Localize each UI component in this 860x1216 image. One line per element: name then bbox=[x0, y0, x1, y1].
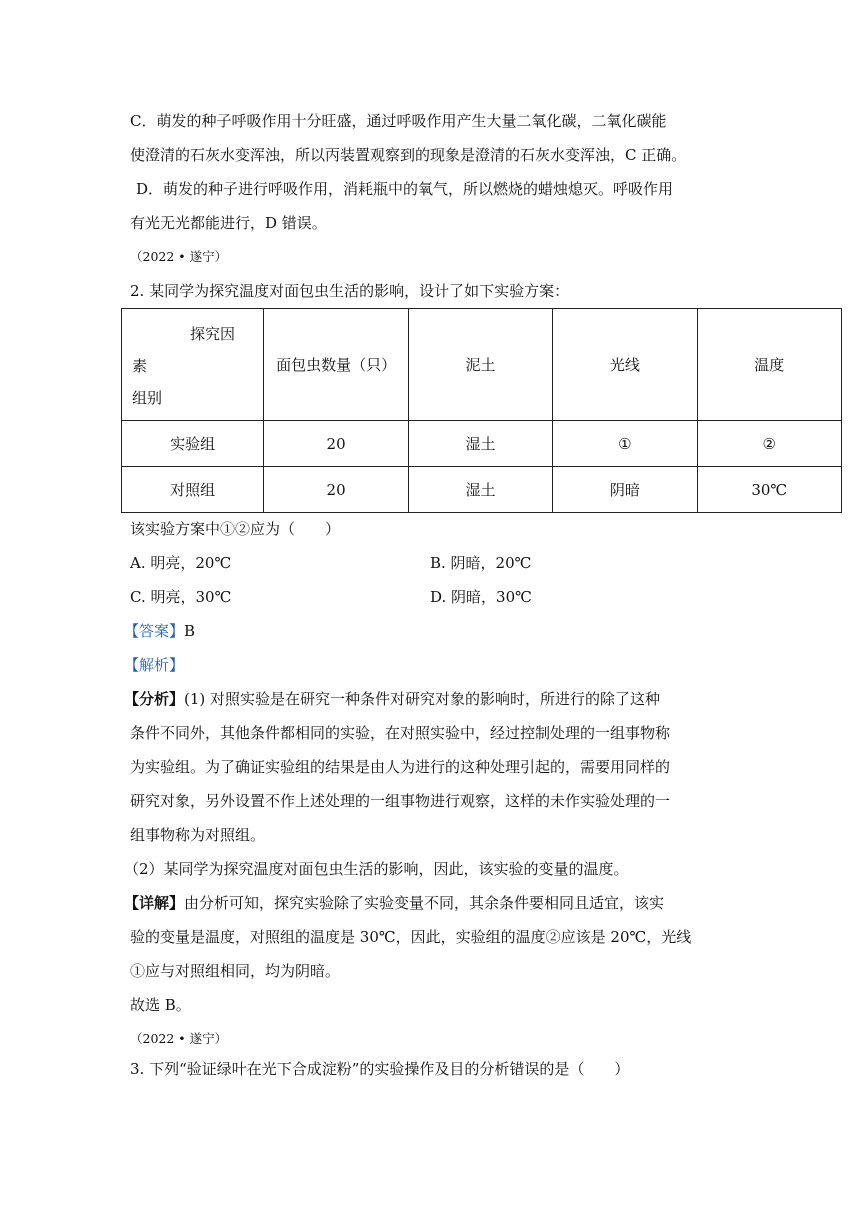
analysis-line: 条件不同外，其他条件都相同的实验，在对照实验中，经过控制处理的一组事物称 bbox=[130, 724, 671, 742]
answer-value: B bbox=[184, 622, 196, 640]
table-row bbox=[122, 421, 842, 467]
analysis-line bbox=[124, 689, 660, 709]
option-a: A. 明亮，20℃ bbox=[130, 554, 232, 572]
detail-line bbox=[124, 893, 664, 913]
table-header-cell: 温度 bbox=[697, 309, 841, 421]
experiment-table bbox=[121, 308, 842, 513]
option-d: D. 阴暗，30℃ bbox=[430, 588, 532, 606]
source-tag: （2022 • 遂宁） bbox=[130, 1031, 228, 1046]
table-cell: ① bbox=[553, 421, 697, 467]
answer-label: 【答案】 bbox=[124, 622, 185, 640]
table-cell: 30℃ bbox=[697, 467, 841, 513]
table-header-cell: 泥土 bbox=[408, 309, 552, 421]
text-line: D．萌发的种子进行呼吸作用，消耗瓶中的氧气，所以燃烧的蜡烛熄灭。呼吸作用 bbox=[136, 180, 674, 198]
table-cell: 湿土 bbox=[408, 421, 552, 467]
detail-line: ①应与对照组相同，均为阴暗。 bbox=[130, 962, 341, 980]
text-line: C．萌发的种子呼吸作用十分旺盛，通过呼吸作用产生大量二氧化碳，二氧化碳能 bbox=[130, 112, 667, 130]
table-cell: 20 bbox=[264, 421, 408, 467]
source-tag: （2022 • 遂宁） bbox=[130, 249, 228, 264]
analysis-line: 组事物称为对照组。 bbox=[130, 826, 266, 844]
analysis-line: （2）某同学为探究温度对面包虫生活的影响，因此，该实验的变量的温度。 bbox=[124, 860, 629, 878]
detail-label: 【详解】 bbox=[124, 894, 185, 912]
text-line: 使澄清的石灰水变浑浊，所以丙装置观察到的现象是澄清的石灰水变浑浊，C 正确。 bbox=[130, 146, 687, 164]
analysis-line: 研究对象，另外设置不作上述处理的一组事物进行观察，这样的未作实验处理的一 bbox=[130, 792, 671, 810]
table-cell: 实验组 bbox=[122, 421, 264, 467]
table-corner-cell bbox=[122, 309, 264, 421]
conclusion-line: 故选 B。 bbox=[130, 996, 191, 1014]
table-cell: ② bbox=[697, 421, 841, 467]
table-cell: 湿土 bbox=[408, 467, 552, 513]
analysis-section-label: 【分析】 bbox=[124, 690, 185, 708]
answer-line bbox=[124, 621, 195, 641]
detail-text: 由分析可知，探究实验除了实验变量不同，其余条件要相同且适宜，该实 bbox=[184, 894, 665, 912]
corner-label-bottom: 组别 bbox=[132, 389, 163, 407]
table-row bbox=[122, 467, 842, 513]
question-2: 2. 某同学为探究温度对面包虫生活的影响，设计了如下实验方案： bbox=[130, 282, 570, 300]
analysis-label: 【解析】 bbox=[124, 656, 185, 674]
table-cell: 20 bbox=[264, 467, 408, 513]
analysis-text: (1) 对照实验是在研究一种条件对研究对象的影响时，所进行的除了这种 bbox=[184, 690, 661, 708]
table-cell: 阴暗 bbox=[553, 467, 697, 513]
table-header-cell: 面包虫数量（只） bbox=[264, 309, 408, 421]
corner-label-mid: 素 bbox=[132, 357, 148, 375]
table-header-row bbox=[122, 309, 842, 421]
option-c: C. 明亮，30℃ bbox=[130, 588, 232, 606]
question-2-stem: 该实验方案中①②应为（ ） bbox=[130, 520, 341, 538]
corner-label-top: 探究因 bbox=[190, 325, 236, 343]
option-b: B. 阴暗，20℃ bbox=[430, 554, 532, 572]
question-3: 3. 下列“验证绿叶在光下合成淀粉”的实验操作及目的分析错误的是（ ） bbox=[130, 1060, 630, 1078]
detail-line: 验的变量是温度，对照组的温度是 30℃，因此，实验组的温度②应该是 20℃，光线 bbox=[130, 928, 692, 946]
table-header-cell: 光线 bbox=[553, 309, 697, 421]
text-line: 有光无光都能进行，D 错误。 bbox=[130, 214, 327, 232]
table-cell: 对照组 bbox=[122, 467, 264, 513]
analysis-line: 为实验组。为了确证实验组的结果是由人为进行的这种处理引起的，需要用同样的 bbox=[130, 758, 671, 776]
